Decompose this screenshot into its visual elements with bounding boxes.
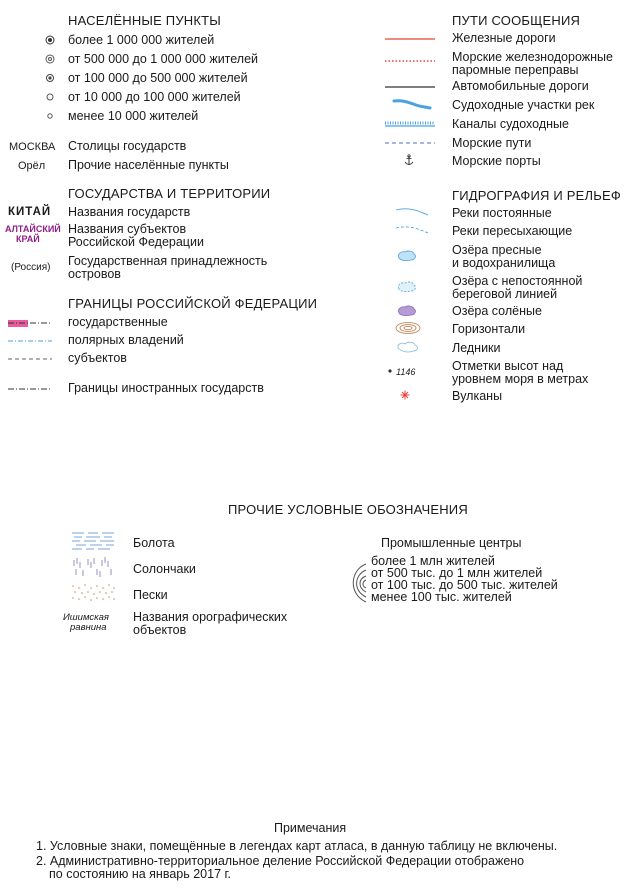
- subject-border-symbol: [8, 356, 52, 362]
- oro-sample-line1: Ишимская: [63, 612, 109, 623]
- salt-lake-symbol: [396, 304, 418, 318]
- settlement-item-1: более 1 000 000 жителей: [68, 33, 215, 47]
- sand-label: Пески: [133, 588, 168, 602]
- elevation-label-line2: уровнем моря в метрах: [452, 372, 589, 386]
- ferry-symbol: [385, 59, 435, 63]
- settlements-heading: НАСЕЛЁННЫЕ ПУНКТЫ: [68, 13, 222, 28]
- volcano-icon: [400, 390, 410, 400]
- ferry-label-line1: Морские железнодорожные: [452, 50, 613, 64]
- other-town-sample: Орёл: [18, 160, 46, 172]
- settlement-item-3: от 100 000 до 500 000 жителей: [68, 71, 248, 85]
- sand-symbol: [70, 583, 116, 603]
- permanent-river-label: Реки постоянные: [452, 206, 552, 220]
- salt-marsh-symbol: [70, 556, 116, 578]
- capital-sample: МОСКВА: [9, 141, 56, 153]
- sea-port-label: Морские порты: [452, 154, 541, 168]
- salt-marsh-label: Солончаки: [133, 562, 196, 576]
- industry-heading: Промышленные центры: [381, 536, 522, 550]
- industry-item-3: от 100 тыс. до 500 тыс. жителей: [371, 578, 558, 592]
- anchor-icon: [403, 154, 415, 167]
- state-border-label: государственные: [68, 315, 168, 329]
- canal-symbol: [385, 120, 435, 128]
- road-symbol: [385, 85, 435, 89]
- settlement-symbol-1m: [44, 34, 56, 46]
- states-heading: ГОСУДАРСТВА И ТЕРРИТОРИИ: [68, 186, 271, 201]
- contour-symbol: [394, 321, 422, 335]
- fresh-lake-label-line2: и водохранилища: [452, 256, 556, 270]
- country-sample: КИТАЙ: [8, 206, 52, 218]
- transport-heading: ПУТИ СООБЩЕНИЯ: [452, 13, 581, 28]
- settlement-symbol-100k: [44, 72, 56, 84]
- settlement-item-4: от 10 000 до 100 000 жителей: [68, 90, 241, 104]
- island-label-line1: Государственная принадлежность: [68, 254, 268, 268]
- ferry-label-line2: паромные переправы: [452, 63, 579, 77]
- oro-label-line2: объектов: [133, 623, 187, 637]
- fresh-lake-symbol: [396, 249, 418, 263]
- industry-item-4: менее 100 тыс. жителей: [371, 590, 512, 604]
- notes-heading: Примечания: [274, 821, 347, 835]
- industry-item-2: от 500 тыс. до 1 млн жителей: [371, 566, 543, 580]
- navigable-river-label: Судоходные участки рек: [452, 98, 595, 112]
- hydro-heading: ГИДРОГРАФИЯ И РЕЛЬЕФ: [452, 188, 621, 203]
- note-1: 1. Условные знаки, помещённые в легендах карт атласа, в данную таблицу не включены.: [36, 839, 558, 853]
- volcano-label: Вулканы: [452, 389, 503, 403]
- state-border-symbol: [8, 317, 52, 331]
- subject-sample-line2: КРАЙ: [16, 234, 40, 244]
- elevation-point-icon: [387, 368, 393, 374]
- oro-sample-line2: равнина: [70, 622, 107, 633]
- swamp-symbol: [70, 530, 116, 552]
- drying-river-symbol: [394, 224, 430, 234]
- settlement-symbol-small: [44, 110, 56, 122]
- note-2-line1: 2. Административно-территориальное деление Российской Федерации отображено: [36, 854, 525, 868]
- navigable-river-symbol: [392, 98, 432, 110]
- oro-label-line1: Названия орографических: [133, 610, 288, 624]
- railway-symbol: [385, 37, 435, 41]
- polar-border-label: полярных владений: [68, 333, 184, 347]
- road-label: Автомобильные дороги: [452, 79, 589, 93]
- fresh-lake-label-line1: Озёра пресные: [452, 243, 542, 257]
- settlement-item-5: менее 10 000 жителей: [68, 109, 199, 123]
- railway-label: Железные дороги: [452, 31, 556, 45]
- sea-route-label: Морские пути: [452, 136, 532, 150]
- note-2-line2: по состоянию на январь 2017 г.: [49, 867, 232, 881]
- foreign-border-label: Границы иностранных государств: [68, 381, 264, 395]
- settlement-symbol-500k: [44, 53, 56, 65]
- variable-lake-symbol: [396, 280, 418, 294]
- other-towns-label: Прочие населённые пункты: [68, 158, 229, 172]
- other-heading: ПРОЧИЕ УСЛОВНЫЕ ОБОЗНАЧЕНИЯ: [228, 502, 468, 517]
- borders-heading: ГРАНИЦЫ РОССИЙСКОЙ ФЕДЕРАЦИИ: [68, 296, 318, 311]
- salt-lake-label: Озёра солёные: [452, 304, 542, 318]
- elevation-sample: 1146: [396, 367, 416, 377]
- settlement-item-2: от 500 000 до 1 000 000 жителей: [68, 52, 259, 66]
- glacier-symbol: [396, 340, 420, 354]
- elevation-label-line1: Отметки высот над: [452, 359, 564, 373]
- polar-border-symbol: [8, 338, 52, 344]
- settlement-symbol-10k: [44, 91, 56, 103]
- industry-center-symbol: [342, 560, 370, 606]
- permanent-river-symbol: [394, 206, 430, 216]
- drying-river-label: Реки пересыхающие: [452, 224, 573, 238]
- subject-sample-line1: АЛТАЙСКИЙ: [5, 224, 61, 234]
- subject-border-label: субъектов: [68, 351, 127, 365]
- subject-label-line1: Названия субъектов: [68, 222, 187, 236]
- foreign-border-symbol: [8, 386, 52, 392]
- glacier-label: Ледники: [452, 341, 501, 355]
- capitals-label: Столицы государств: [68, 139, 187, 153]
- country-label: Названия государств: [68, 205, 191, 219]
- contour-label: Горизонтали: [452, 322, 526, 336]
- island-label-line2: островов: [68, 267, 121, 281]
- island-sample: (Россия): [11, 262, 51, 273]
- canal-label: Каналы судоходные: [452, 117, 569, 131]
- subject-label-line2: Российской Федерации: [68, 235, 204, 249]
- sea-route-symbol: [385, 141, 435, 145]
- industry-item-1: более 1 млн жителей: [371, 554, 495, 568]
- variable-lake-label-line1: Озёра с непостоянной: [452, 274, 583, 288]
- variable-lake-label-line2: береговой линией: [452, 287, 558, 301]
- swamp-label: Болота: [133, 536, 175, 550]
